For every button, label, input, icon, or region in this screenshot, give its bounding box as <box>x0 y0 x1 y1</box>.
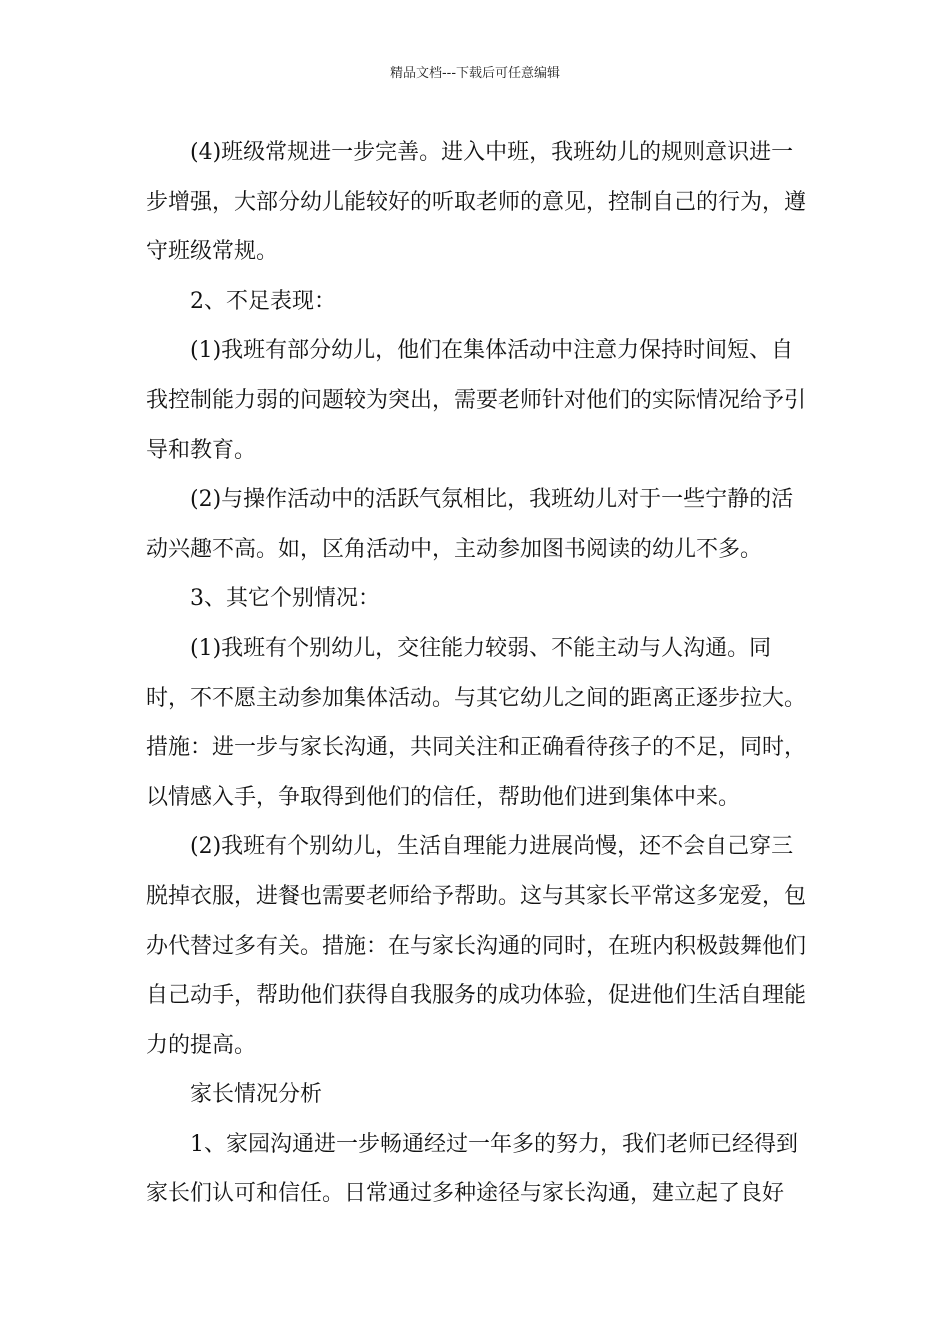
document-body <box>146 128 810 1219</box>
paragraph-attention-span: (1)我班有部分幼儿，他们在集体活动中注意力保持时间短、自我控制能力弱的问题较为突出，需要老师针对他们的实际情况给予引导和教育。 <box>146 338 807 463</box>
heading-parent-analysis: 家长情况分析 <box>190 1082 323 1108</box>
heading-individual-cases: 3、其它个别情况： <box>190 586 380 612</box>
paragraph-self-care: (2)我班有个别幼儿，生活自理能力进展尚慢，还不会自己穿三脱掉衣服，进餐也需要老师给予帮助。这与其家长平常这多宠爱，包办代替过多有关。措施：在与家长沟通的同时，在班内积极鼓舞他们自己动手，帮助他们获得自我服务的成功体验，促进他们生活自理能力的提高。 <box>146 834 807 1058</box>
paragraph-class-routine: (4)班级常规进一步完善。进入中班，我班幼儿的规则意识进一步增强，大部分幼儿能较好的听取老师的意见，控制自己的行为，遵守班级常规。 <box>146 140 807 265</box>
page-header: 精品文档---下载后可任意编辑 <box>389 66 561 81</box>
heading-shortcomings: 2、不足表现： <box>190 288 336 314</box>
paragraph-quiet-activities: (2)与操作活动中的活跃气氛相比，我班幼儿对于一些宁静的活动兴趣不高。如，区角活动中，主动参加图书阅读的幼儿不多。 <box>146 487 794 562</box>
paragraph-home-school: 1、家园沟通进一步畅通经过一年多的努力，我们老师已经得到家长们认可和信任。日常通过多种途径与家长沟通，建立起了良好 <box>146 1131 798 1207</box>
paragraph-communication: (1)我班有个别幼儿，交往能力较弱、不能主动与人沟通。同时，不不愿主动参加集体活动。与其它幼儿之间的距离正逐步拉大。措施：进一步与家长沟通，共同关注和正确看待孩子的不足，同时，以情感入手，争取得到他们的信任，帮助他们进到集体中来。 <box>146 635 807 810</box>
